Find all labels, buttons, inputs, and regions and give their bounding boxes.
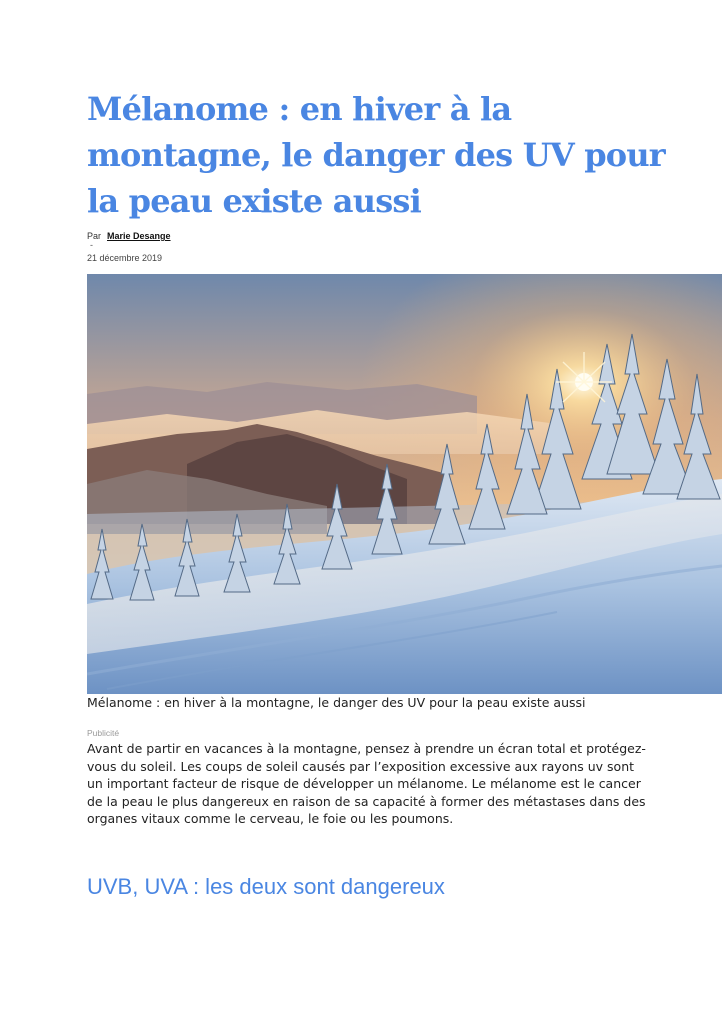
byline-prefix: Par [87,231,102,241]
byline [87,231,171,242]
article-intro: Avant de partir en vacances à la montagne, pensez à prendre un écran total et protégez-vous du soleil. Les coups de soleil causés par l’exposition excessive aux rayons uv sont un important facteur de risque de développer un mélanome. Le mélanome est le cancer de la peau le plus dangereux en raison de sa capacité à former des métastases dans des organes vitaux comme le cerveau, le foie ou les poumons. [87,741,646,827]
section-heading: UVB, UVA : les deux sont dangereux [87,874,445,899]
article-title: Mélanome : en hiver à la montagne, le danger des UV pour la peau existe aussi [87,90,665,220]
byline-separator: - [90,240,93,250]
hero-image [87,274,722,694]
image-caption: Mélanome : en hiver à la montagne, le danger des UV pour la peau existe aussi [87,695,586,710]
ad-label: Publicité [87,728,120,738]
author-link[interactable]: Marie Desange [107,231,171,241]
winter-mountain-illustration [87,274,722,694]
publish-date: 21 décembre 2019 [87,253,163,263]
